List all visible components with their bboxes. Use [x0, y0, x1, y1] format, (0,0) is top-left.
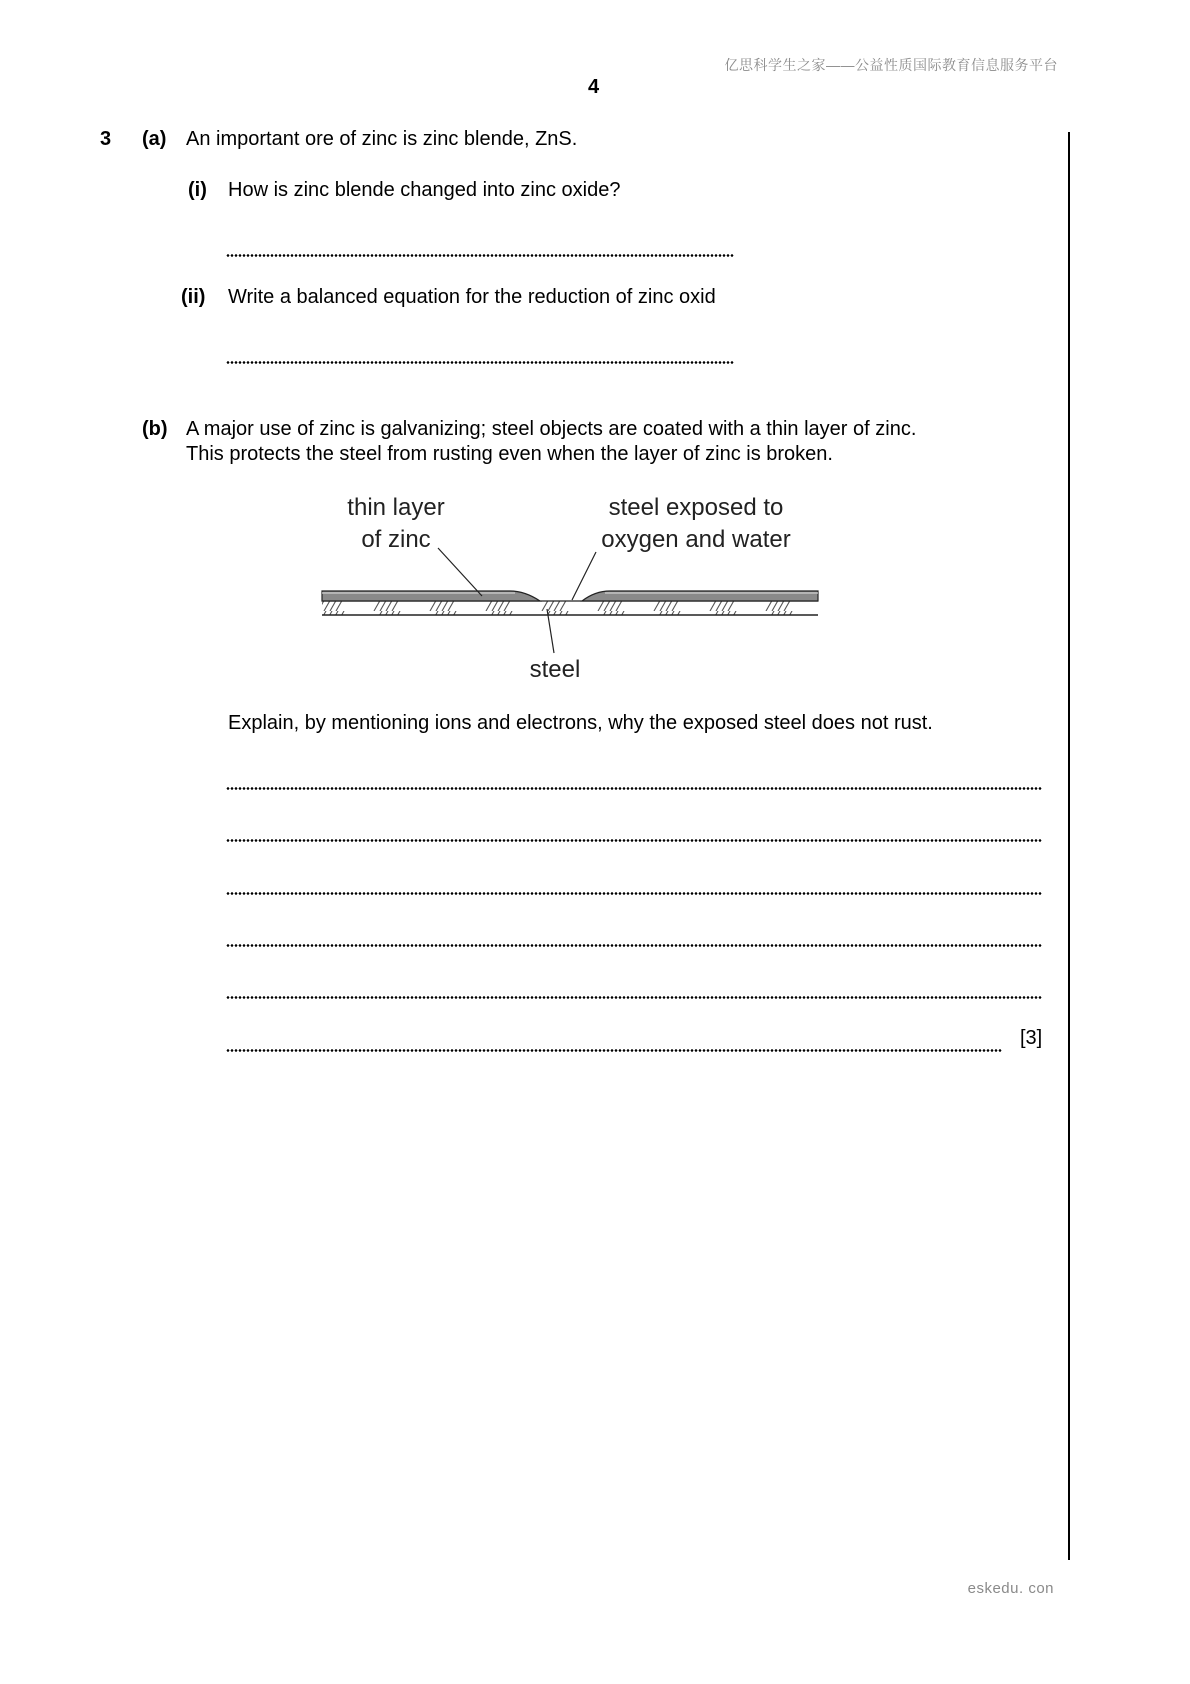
- answer-line-b-6[interactable]: [226, 1049, 1002, 1052]
- part-a-label: (a): [142, 128, 167, 150]
- page-number: 4: [588, 76, 600, 98]
- steel-layer: [322, 601, 818, 615]
- margin-rule: [1068, 132, 1070, 1560]
- label-zinc-line2: of zinc: [361, 526, 431, 553]
- label-exposed-line2: oxygen and water: [601, 526, 791, 553]
- leader-exposed: [572, 552, 596, 600]
- header-watermark: 亿思科学生之家——公益性质国际教育信息服务平台: [724, 57, 1058, 73]
- part-b-label: (b): [142, 418, 168, 440]
- sub-ii-text: Write a balanced equation for the reduction of zinc oxid: [228, 286, 716, 308]
- sub-i-text: How is zinc blende changed into zinc oxide?: [228, 179, 621, 201]
- label-steel: steel: [529, 656, 581, 683]
- galvanizing-diagram: [310, 485, 830, 690]
- footer-watermark: eskedu. con: [967, 1580, 1054, 1597]
- sub-i-label: (i): [188, 179, 207, 201]
- answer-line-b-2[interactable]: [226, 839, 1042, 842]
- answer-line-b-4[interactable]: [226, 944, 1042, 947]
- question-number: 3: [100, 128, 112, 150]
- part-b-text-line2: This protects the steel from rusting even when the layer of zinc is broken.: [186, 443, 833, 465]
- answer-line-b-3[interactable]: [226, 892, 1042, 895]
- part-b-text-line1: A major use of zinc is galvanizing; steel objects are coated with a thin layer of zinc.: [186, 418, 917, 440]
- leader-zinc: [438, 548, 482, 596]
- part-a-text: An important ore of zinc is zinc blende, ZnS.: [186, 128, 578, 150]
- sub-ii-label: (ii): [181, 286, 206, 308]
- marks-label: [3]: [1020, 1027, 1043, 1049]
- answer-line-a-i[interactable]: [226, 254, 734, 257]
- explain-prompt: Explain, by mentioning ions and electrons, why the exposed steel does not rust.: [228, 712, 933, 734]
- answer-line-b-5[interactable]: [226, 996, 1042, 999]
- answer-line-a-ii[interactable]: [226, 361, 734, 364]
- label-zinc-line1: thin layer: [347, 494, 445, 521]
- label-exposed-line1: steel exposed to: [608, 494, 784, 521]
- answer-line-b-1[interactable]: [226, 787, 1042, 790]
